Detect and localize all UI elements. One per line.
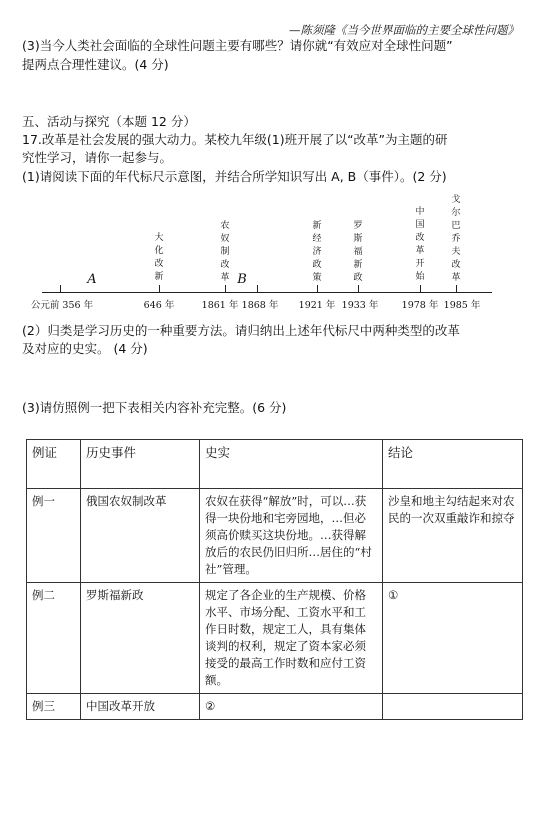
timeline-year-label: 1861 年 (201, 300, 239, 311)
timeline-event-label: 戈尔巴乔夫改革 (451, 195, 461, 283)
timeline-letter-a: A (87, 272, 97, 287)
era-timeline (30, 190, 492, 311)
table-header-cell: 结论 (383, 440, 523, 489)
question-17-2-line-1: (2）归类是学习历史的一种重要方法。请归纳出上述年代标尺中两种类型的改革 (22, 323, 460, 338)
question-17-1: (1)请阅读下面的年代标尺示意图，并结合所学知识写出 A, B（事件）。(2 分) (22, 169, 447, 184)
timeline-event-label: 农奴制改革 (220, 221, 230, 283)
question-17-3: (3)请仿照例一把下表相关内容补充完整。(6 分) (22, 400, 287, 415)
timeline-axis (42, 292, 492, 293)
question-3-line-2: 提两点合理性建议。(4 分) (22, 57, 169, 72)
timeline-year-label: 646 年 (143, 300, 175, 311)
timeline-year-label: 1921 年 (298, 300, 336, 311)
timeline-year-label: 1868 年 (241, 300, 279, 311)
timeline-letter-b: B (237, 272, 247, 287)
fact-cell: 农奴在获得“解放”时，可以…获得一块份地和宅旁园地，…但必须高价赎买这块份地。…获得解放后的农民仍旧归所…居住的“村社”管理。 (200, 489, 383, 583)
timeline-event-label: 新经济政策 (312, 221, 322, 283)
table-header-cell: 史实 (200, 440, 383, 489)
question-17-line-1: 17.改革是社会发展的强大动力。某校九年级(1)班开展了以“改革”为主题的研 (22, 132, 448, 147)
question-3-line-1: (3)当今人类社会面临的全球性问题主要有哪些？请你就“有效应对全球性问题” (22, 38, 453, 53)
reform-table (26, 439, 523, 720)
timeline-tick (159, 285, 160, 293)
source-citation: —陈须隆《当今世界面临的主要全球性问题》 (289, 23, 519, 37)
timeline-tick (317, 285, 318, 293)
timeline-tick (257, 285, 258, 293)
timeline-year-label: 1978 年 (401, 300, 439, 311)
row-label-cell: 例三 (27, 694, 81, 720)
timeline-event-label: 中国改革开始 (415, 207, 425, 282)
timeline-tick (420, 285, 421, 293)
timeline-event-label: 大化改新 (154, 233, 164, 282)
timeline-tick (60, 285, 61, 293)
row-label-cell: 例二 (27, 583, 81, 694)
table-row (27, 489, 523, 583)
table-row (27, 583, 523, 694)
event-cell: 罗斯福新政 (81, 583, 200, 694)
conclusion-cell: 沙皇和地主勾结起来对农民的一次双重敲诈和掠夺 (383, 489, 523, 583)
event-cell: 俄国农奴制改革 (81, 489, 200, 583)
section-title: 五、活动与探究（本题 12 分） (22, 114, 196, 129)
row-label-cell: 例一 (27, 489, 81, 583)
timeline-tick (456, 285, 457, 293)
timeline-event-label: 罗斯福新政 (353, 221, 363, 283)
question-17-line-2: 究性学习，请你一起参与。 (22, 150, 173, 165)
timeline-year-label: 1933 年 (341, 300, 379, 311)
event-cell: 中国改革开放 (81, 694, 200, 720)
conclusion-cell (383, 694, 523, 720)
timeline-year-label: 公元前 356 年 (30, 300, 94, 311)
table-header-row (27, 440, 523, 489)
conclusion-cell: ① (383, 583, 523, 694)
question-17-2-line-2: 及对应的史实。 (4 分) (22, 341, 148, 356)
timeline-tick (358, 285, 359, 293)
table-header-cell: 历史事件 (81, 440, 200, 489)
timeline-tick (225, 285, 226, 293)
table-row (27, 694, 523, 720)
fact-cell: ② (200, 694, 383, 720)
fact-cell: 规定了各企业的生产规模、价格水平、市场分配、工资水平和工作日时数，规定工人，具有集体谈判的权利，规定了资本家必须接受的最高工作时数和应付工资额。 (200, 583, 383, 694)
timeline-year-label: 1985 年 (443, 300, 481, 311)
table-header-cell: 例证 (27, 440, 81, 489)
